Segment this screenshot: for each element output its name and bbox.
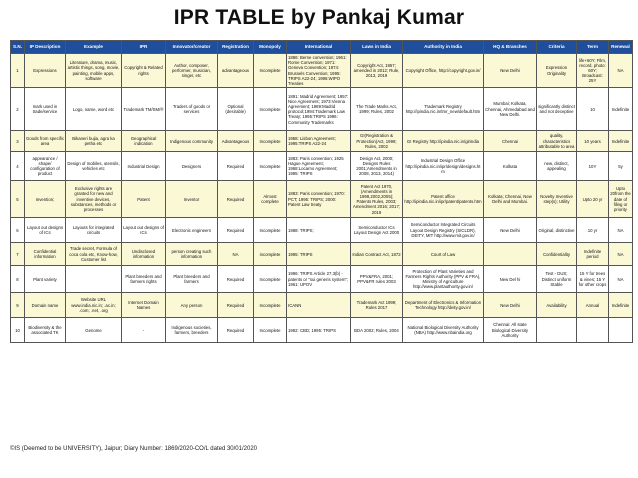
- table-cell: Author, composer, performer, musician, singer, etc: [166, 54, 218, 88]
- table-cell: Incomplete: [254, 293, 287, 318]
- table-cell: 4: [11, 152, 25, 181]
- table-cell: Literature, drama, music, artistic things, song, movie, painting, mobile apps, software: [66, 54, 122, 88]
- column-header: S.N.: [11, 41, 25, 54]
- table-cell: 10 years: [577, 131, 609, 152]
- table-row: [11, 266, 633, 293]
- table-cell: Design of mobiles, utensils, vehicles etc: [66, 152, 122, 181]
- column-header: International: [287, 41, 351, 54]
- column-header: Registration: [218, 41, 254, 54]
- table-cell: Kolkata: [484, 152, 537, 181]
- table-cell: Incomplete: [254, 218, 287, 243]
- table-cell: incomplete: [254, 243, 287, 266]
- table-cell: Undisclosed information: [122, 243, 166, 266]
- table-cell: Test - DUS; Distinct uniform Stable: [537, 266, 577, 293]
- table-cell: Any person: [166, 293, 218, 318]
- table-cell: Layout out designs of ICs: [25, 218, 66, 243]
- table-cell: [66, 266, 122, 293]
- table-cell: Expressions: [25, 54, 66, 88]
- table-cell: Industrial Design: [122, 152, 166, 181]
- table-cell: Domain name: [25, 293, 66, 318]
- table-cell: Required: [218, 318, 254, 343]
- table-row: [11, 318, 633, 343]
- table-cell: Industrial Design Office http://ipindia.nic.in/ipr/design/designs.htm: [403, 152, 484, 181]
- column-header: HQ & Branches: [484, 41, 537, 54]
- table-cell: NA: [609, 243, 633, 266]
- table-cell: Optional (desirable): [218, 88, 254, 131]
- table-cell: appearance / shape/ configuration of product: [25, 152, 66, 181]
- column-header: IP Description: [25, 41, 66, 54]
- table-cell: Indefinite period: [577, 243, 609, 266]
- table-cell: 1958: Lisbon Agreement; 1995:TRIPS A22-24: [287, 131, 351, 152]
- table-cell: Required: [218, 293, 254, 318]
- table-cell: Patent: [122, 181, 166, 218]
- table-cell: Logo, name, word etc: [66, 88, 122, 131]
- table-cell: The Trade Marks Act, 1999; Rules, 2002: [351, 88, 403, 131]
- table-cell: Annual: [577, 293, 609, 318]
- table-row: [11, 181, 633, 218]
- table-header-row: [11, 41, 633, 54]
- table-cell: Incomplete: [254, 131, 287, 152]
- table-cell: NA: [609, 218, 633, 243]
- table-cell: 1891: Madrid Agreement; 1957: Nice Agreement; 1973:Vienna Agreement; 1989:Madrid protocol;1994:Trademark Law Treaty; 1995:TRIPS 1996: Community Trademarks: [287, 88, 351, 131]
- table-cell: Plant variety: [25, 266, 66, 293]
- table-cell: 8: [11, 266, 25, 293]
- table-cell: Copyright Office, http://copyright.gov.in/: [403, 54, 484, 88]
- table-body: [11, 54, 633, 343]
- table-cell: 7: [11, 243, 25, 266]
- table-cell: National Biological Diversity Authority (NBA) http://www.nbaindia.org: [403, 318, 484, 343]
- table-cell: Upto 20from the date of filing or priority: [609, 181, 633, 218]
- table-cell: NA: [609, 54, 633, 88]
- table-cell: Copyright Act, 1957; amended in 2012; Rule, 2013, 2019: [351, 54, 403, 88]
- table-cell: significantly distinct and not deceptive: [537, 88, 577, 131]
- table-cell: 10Y: [577, 152, 609, 181]
- table-cell: Confidentiality: [537, 243, 577, 266]
- table-cell: New Del hi: [484, 266, 537, 293]
- column-header: Term: [577, 41, 609, 54]
- table-cell: Indigenous societies, farmers, breeders: [166, 318, 218, 343]
- table-cell: Invention;: [25, 181, 66, 218]
- copyright-footer: ©IS (Deemed to be UNIVERSITY), Jaipur; Diary Number: 1869/2020-CO/L dated 30/01/2020: [10, 446, 257, 452]
- table-cell: 15 Y for trees & vines; 15 Y for other crops: [577, 266, 609, 293]
- table-cell: Upto 20 yr: [577, 181, 609, 218]
- table-cell: Patent Act 1970, (Amendments in 1999,2002,2005); Patents Rules, 2003; Amendment 2016; 2017; 2019: [351, 181, 403, 218]
- column-header: Renewal: [609, 41, 633, 54]
- table-cell: Chennai: [484, 131, 537, 152]
- table-cell: 6: [11, 218, 25, 243]
- table-cell: 5: [11, 181, 25, 218]
- table-cell: [609, 318, 633, 343]
- table-cell: 2: [11, 88, 25, 131]
- table-cell: Layouts for integrated circuits: [66, 218, 122, 243]
- table-cell: PPV&FRA, 2001; PPV&FR rules 2003: [351, 266, 403, 293]
- table-cell: person creating such information: [166, 243, 218, 266]
- table-cell: Traders of goods or services: [166, 88, 218, 131]
- table-cell: NA: [218, 243, 254, 266]
- table-cell: Patent office http://ipindia.nic.in/ipr/patent/patents.htm: [403, 181, 484, 218]
- table-cell: 5y: [609, 152, 633, 181]
- table-cell: life+60Y; Film, record, photo: 60Y; Broadcast: 25Y: [577, 54, 609, 88]
- column-header: Example: [66, 41, 122, 54]
- table-cell: Copyright & Related rights: [122, 54, 166, 88]
- table-row: [11, 131, 633, 152]
- table-cell: 3: [11, 131, 25, 152]
- table-cell: Original, distinctive: [537, 218, 577, 243]
- table-cell: Indian Contract Act, 1872: [351, 243, 403, 266]
- table-cell: Chennai: All state Biological Diversity Authority: [484, 318, 537, 343]
- table-cell: Kolkata; Chennai, New Delhi and Mumbai.: [484, 181, 537, 218]
- table-cell: Design Act, 2000; Designs Rules 2001;Amendments in 2008, 2013, 2014): [351, 152, 403, 181]
- table-cell: 10: [577, 88, 609, 131]
- table-cell: NA: [609, 266, 633, 293]
- table-cell: Indigenous community: [166, 131, 218, 152]
- table-cell: 10: [11, 318, 25, 343]
- table-cell: new, distinct, appealing: [537, 152, 577, 181]
- table-cell: Indefinite: [609, 88, 633, 131]
- table-cell: Semiconductor Integrated Circuits Layout Design Registry (SICLDR), DEITY, MIT http://www.mit.gov.in/: [403, 218, 484, 243]
- table-cell: Advantageous: [218, 131, 254, 152]
- table-cell: ICANN: [287, 293, 351, 318]
- table-cell: Indefinite: [609, 131, 633, 152]
- column-header: Laws in India: [351, 41, 403, 54]
- table-cell: -: [122, 318, 166, 343]
- table-row: [11, 88, 633, 131]
- table-cell: Required: [218, 218, 254, 243]
- table-cell: 1883: Paris convention; 1925 Hague Agreement; 1968:Locarno Agreement; 1995: TRIPS: [287, 152, 351, 181]
- table-cell: Plant breeders and farmers rights: [122, 266, 166, 293]
- table-row: [11, 218, 633, 243]
- column-header: IPR: [122, 41, 166, 54]
- table-cell: 1883: Paris convention; 1970: PCT; 1995: TRIPS; 2000: Patent Law treaty: [287, 181, 351, 218]
- table-cell: Biodiversity & the associated TK: [25, 318, 66, 343]
- table-row: [11, 152, 633, 181]
- table-cell: [537, 318, 577, 343]
- table-cell: GI(Registration & Protection)Act, 1999; Rules, 2002: [351, 131, 403, 152]
- table-cell: Goods from specific area: [25, 131, 66, 152]
- table-cell: Almost complete: [254, 181, 287, 218]
- column-header: Authority in India: [403, 41, 484, 54]
- table-cell: Required: [218, 266, 254, 293]
- table-cell: Semiconductor ICs Layout Design Act 2000: [351, 218, 403, 243]
- table-cell: mark used in trade/service: [25, 88, 66, 131]
- table-cell: Incomplete: [254, 266, 287, 293]
- table-cell: Protection of Plant Varieties and Farmers Rights Authority (PPV & FRA), Ministry of Agriculture http://www.plantauthority.gov.in/: [403, 266, 484, 293]
- table-cell: 1886: Berne convention; 1961: Rome Convention; 1971: Geneva Convention; 1974: Brussels Convention; 1995: TRIPS A22-24; 1996:WIPO Treaties: [287, 54, 351, 88]
- table-cell: Required: [218, 181, 254, 218]
- table-cell: 1988: TRIPS;: [287, 218, 351, 243]
- table-cell: Incomplete: [254, 152, 287, 181]
- table-cell: New Delhi: [484, 218, 537, 243]
- table-cell: 1995: TRIPS: [287, 243, 351, 266]
- table-cell: 1996: TRIPS Article 27.3(b) - patents or "sui generis system"; 1961: UPOV: [287, 266, 351, 293]
- column-header: Innovator/creator: [166, 41, 218, 54]
- table-cell: Layout out designs of ICs: [122, 218, 166, 243]
- table-cell: Plant breeders and farmers: [166, 266, 218, 293]
- table-cell: Mumbai; Kolkata, Chennai, Ahmedabad and New Delhi.: [484, 88, 537, 131]
- table-cell: GI Registry http://ipindia.nic.in/girindia: [403, 131, 484, 152]
- table-cell: Electronic engineers: [166, 218, 218, 243]
- table-cell: 1992: CBD; 1995: TRIPS: [287, 318, 351, 343]
- table-cell: 1: [11, 54, 25, 88]
- table-cell: Incomplete: [254, 88, 287, 131]
- table-cell: Required: [218, 152, 254, 181]
- table-cell: Incomplete: [254, 318, 287, 343]
- table-cell: advantageous: [218, 54, 254, 88]
- table-cell: Bikaneri bujia, agra ka petha etc: [66, 131, 122, 152]
- table-cell: Genome: [66, 318, 122, 343]
- table-cell: Website URL www.india.nic.in; .ac.in; .com; .net, .org: [66, 293, 122, 318]
- table-cell: Exclusive rights are granted for new and inventive devices, substances, methods or processes: [66, 181, 122, 218]
- table-cell: Incomplete: [254, 54, 287, 88]
- ipr-table: [10, 40, 633, 343]
- table-cell: Trade secret, Formula of coca cola etc, Know-how, Customer list: [66, 243, 122, 266]
- column-header: Criteria: [537, 41, 577, 54]
- table-row: [11, 293, 633, 318]
- page-title: IPR TABLE by Pankaj Kumar: [173, 6, 465, 29]
- table-cell: Indefinite: [609, 293, 633, 318]
- table-cell: Department of Electronics & Information Technology http://deity.gov.in/: [403, 293, 484, 318]
- table-cell: 10 yr: [577, 218, 609, 243]
- table-cell: BDA 2002; Rules, 2004: [351, 318, 403, 343]
- table-cell: Trademark Act 1999; Rules 2017: [351, 293, 403, 318]
- table-cell: Court of Law: [403, 243, 484, 266]
- table-cell: New Delhi: [484, 54, 537, 88]
- table-cell: Inventor: [166, 181, 218, 218]
- column-header: Monopoly: [254, 41, 287, 54]
- table-cell: Trademark TM/SM/®: [122, 88, 166, 131]
- table-cell: New Delhi: [484, 293, 537, 318]
- table-cell: quality, characteristics attributable to area: [537, 131, 577, 152]
- table-cell: Confidential information: [25, 243, 66, 266]
- table-cell: Designers: [166, 152, 218, 181]
- table-cell: Novelty Inventive step(s); Utility: [537, 181, 577, 218]
- table-row: [11, 54, 633, 88]
- table-row: [11, 243, 633, 266]
- table-cell: Availability: [537, 293, 577, 318]
- table-cell: Expression Originality: [537, 54, 577, 88]
- table-cell: Trademark Registry http://ipindia.nic.in/tmr_new/default.htm: [403, 88, 484, 131]
- table-cell: [577, 318, 609, 343]
- table-cell: Geographical indication: [122, 131, 166, 152]
- table-cell: Internet Domain Names: [122, 293, 166, 318]
- table-cell: [484, 243, 537, 266]
- table-cell: 9: [11, 293, 25, 318]
